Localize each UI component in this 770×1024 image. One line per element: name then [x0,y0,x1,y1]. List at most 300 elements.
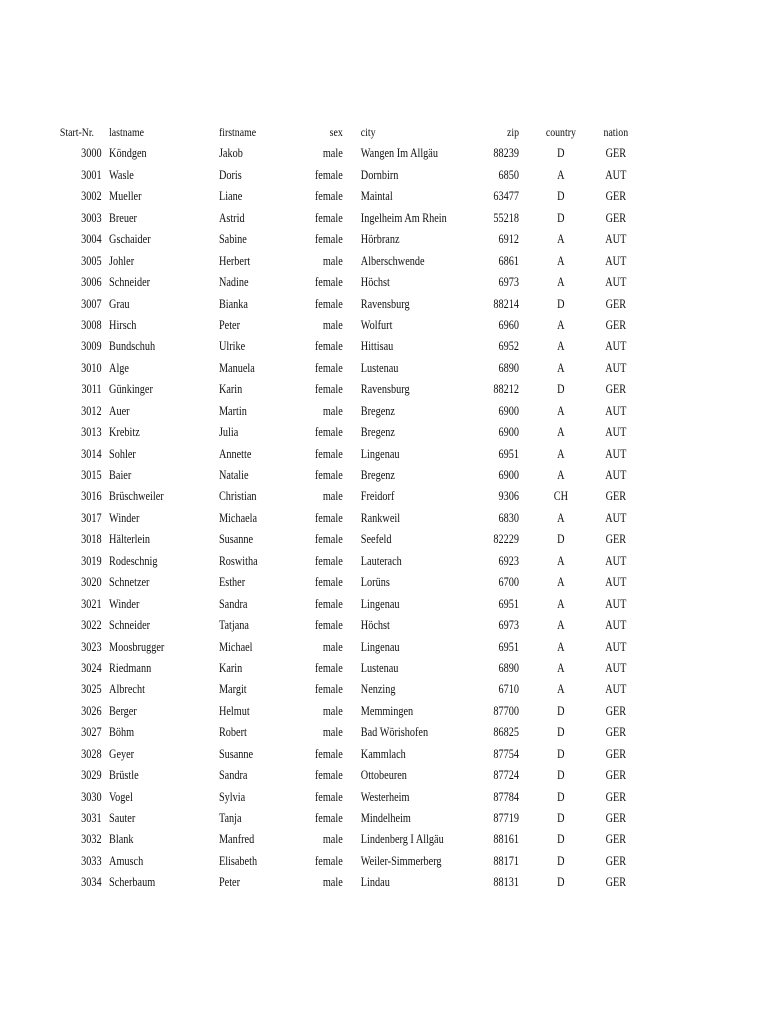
cell-start-nr: 3004 [81,232,102,247]
cell-nation: GER [605,703,627,718]
cell-lastname: Winder [109,510,140,525]
cell-zip: 6973 [498,618,520,633]
cell-nation: GER [605,853,627,868]
cell-city: Freidorf [360,489,395,504]
cell-lastname: Schneider [109,618,151,633]
cell-sex: male [322,703,343,718]
table-row [0,808,770,829]
cell-zip: 87719 [493,811,520,825]
cell-zip: 6951 [498,639,520,654]
table-row [0,829,770,850]
cell-city: Höchst [360,618,390,633]
cell-city: Bad Wörishofen [360,725,429,740]
cell-country: A [557,468,565,482]
table-row [0,851,770,872]
cell-country: A [557,339,565,354]
cell-nation: GER [605,532,627,547]
cell-firstname: Elisabeth [218,853,258,868]
cell-lastname: Blank [109,832,134,847]
table-row [0,251,770,272]
cell-start-nr: 3031 [81,811,102,825]
cell-nation: AUT [605,596,627,611]
cell-firstname: Sandra [218,596,248,611]
table-row [0,465,770,486]
cell-country: A [557,553,565,568]
table-row [0,379,770,400]
cell-lastname: Riedmann [109,660,152,675]
cell-lastname: Breuer [109,210,137,225]
cell-nation: AUT [605,575,627,590]
table-row [0,422,770,443]
cell-nation: GER [605,382,627,397]
cell-zip: 82229 [493,532,520,547]
cell-sex: female [314,232,343,247]
header-firstname: firstname [218,125,257,139]
cell-sex: female [314,275,343,290]
cell-zip: 6850 [498,167,520,182]
cell-city: Lorüns [360,575,390,590]
cell-lastname: Amusch [109,853,144,868]
cell-firstname: Peter [218,875,241,890]
cell-start-nr: 3027 [81,725,102,740]
cell-city: Lustenau [360,360,399,375]
cell-country: A [557,682,565,697]
cell-nation: GER [605,210,627,225]
cell-city: Rankweil [360,510,401,525]
cell-nation: AUT [605,232,627,247]
cell-country: D [557,853,565,868]
cell-firstname: Peter [218,317,241,332]
cell-zip: 6952 [498,339,520,354]
cell-start-nr: 3010 [81,360,102,375]
cell-lastname: Moosbrugger [109,639,165,654]
header-country: country [545,125,576,139]
cell-country: D [557,703,565,718]
cell-lastname: Brüstle [109,768,139,783]
cell-firstname: Doris [218,167,242,182]
table-row [0,765,770,786]
cell-nation: GER [605,725,627,740]
table-row [0,787,770,808]
cell-firstname: Roswitha [218,553,258,568]
cell-lastname: Alge [109,360,129,375]
cell-city: Weiler-Simmerberg [360,853,442,868]
cell-lastname: Günkinger [109,382,153,397]
cell-start-nr: 3014 [81,446,102,461]
cell-sex: female [314,167,343,182]
cell-start-nr: 3032 [81,832,102,847]
cell-sex: female [314,296,343,311]
cell-firstname: Astrid [218,210,245,225]
cell-sex: male [322,253,343,268]
cell-lastname: Krebitz [109,425,140,440]
cell-sex: male [322,875,343,890]
table-row [0,722,770,743]
cell-zip: 87784 [493,789,520,804]
cell-zip: 6900 [498,403,520,418]
cell-country: A [557,596,565,611]
cell-start-nr: 3026 [81,703,102,718]
cell-country: D [557,189,565,204]
table-row [0,744,770,765]
cell-nation: GER [605,811,627,825]
cell-country: CH [553,489,569,504]
cell-sex: female [314,425,343,440]
table-row [0,486,770,507]
cell-start-nr: 3001 [81,167,102,182]
table-row [0,615,770,636]
cell-lastname: Geyer [109,746,135,761]
cell-city: Lauterach [360,553,402,568]
cell-firstname: Manuela [218,360,255,375]
cell-country: D [557,146,565,161]
cell-zip: 6912 [498,232,520,247]
cell-country: A [557,360,565,375]
cell-firstname: Sylvia [218,789,246,804]
cell-zip: 6830 [498,510,520,525]
cell-lastname: Sohler [109,446,136,461]
cell-zip: 9306 [498,489,520,504]
cell-firstname: Sabine [218,232,247,247]
cell-zip: 88171 [493,853,520,868]
cell-nation: AUT [605,339,627,354]
cell-city: Wolfurt [360,317,393,332]
cell-country: A [557,317,565,332]
cell-country: D [557,532,565,547]
cell-nation: AUT [605,682,627,697]
cell-start-nr: 3003 [81,210,102,225]
table-row [0,294,770,315]
cell-sex: female [314,189,343,204]
cell-firstname: Michaela [218,510,258,525]
cell-country: A [557,510,565,525]
cell-country: A [557,618,565,633]
cell-nation: GER [605,875,627,890]
cell-nation: AUT [605,660,627,675]
cell-country: A [557,446,565,461]
cell-start-nr: 3017 [81,510,102,525]
table-row [0,637,770,658]
cell-country: D [557,875,565,890]
cell-sex: female [314,575,343,590]
cell-country: A [557,660,565,675]
cell-zip: 88131 [493,875,520,890]
cell-country: D [557,789,565,804]
cell-city: Hörbranz [360,232,400,247]
cell-sex: female [314,446,343,461]
table-row [0,658,770,679]
cell-sex: male [322,146,343,161]
cell-zip: 63477 [493,189,520,204]
cell-city: Lustenau [360,660,399,675]
cell-country: A [557,232,565,247]
cell-nation: AUT [605,510,627,525]
cell-start-nr: 3022 [81,618,102,633]
cell-lastname: Rodeschnig [109,553,158,568]
cell-start-nr: 3020 [81,575,102,590]
cell-start-nr: 3030 [81,789,102,804]
cell-sex: male [322,489,343,504]
cell-firstname: Liane [218,189,243,204]
table-row [0,508,770,529]
cell-lastname: Auer [109,403,130,418]
cell-city: Hittisau [360,339,394,354]
cell-country: A [557,425,565,440]
cell-nation: AUT [605,425,627,440]
cell-start-nr: 3025 [81,682,102,697]
cell-lastname: Gschaider [109,232,151,247]
cell-city: Bregenz [360,403,395,418]
cell-country: D [557,768,565,783]
cell-zip: 6700 [498,575,520,590]
cell-sex: female [314,210,343,225]
cell-start-nr: 3011 [81,382,102,397]
cell-firstname: Margit [218,682,247,697]
cell-sex: female [314,768,343,783]
cell-nation: GER [605,768,627,783]
cell-start-nr: 3016 [81,489,102,504]
cell-nation: AUT [605,618,627,633]
cell-lastname: Köndgen [109,146,147,161]
cell-city: Mindelheim [360,811,411,825]
cell-city: Seefeld [360,532,392,547]
cell-lastname: Brüschweiler [109,489,164,504]
cell-sex: female [314,468,343,482]
cell-country: A [557,639,565,654]
cell-zip: 6861 [498,253,520,268]
cell-zip: 6973 [498,275,520,290]
cell-lastname: Hälterlein [109,532,151,547]
cell-sex: male [322,317,343,332]
cell-nation: AUT [605,403,627,418]
cell-lastname: Böhm [109,725,135,740]
table-row [0,143,770,164]
cell-start-nr: 3029 [81,768,102,783]
cell-nation: GER [605,296,627,311]
cell-city: Höchst [360,275,390,290]
cell-sex: female [314,746,343,761]
cell-country: A [557,253,565,268]
cell-start-nr: 3024 [81,660,102,675]
cell-lastname: Bundschuh [109,339,156,354]
cell-firstname: Karin [218,660,243,675]
cell-firstname: Jakob [218,146,243,161]
header-nation: nation [603,125,629,139]
cell-firstname: Bianka [218,296,248,311]
table-row [0,572,770,593]
cell-nation: GER [605,146,627,161]
cell-city: Nenzing [360,682,396,697]
cell-lastname: Berger [109,703,137,718]
cell-firstname: Nadine [218,275,249,290]
cell-city: Dornbirn [360,167,399,182]
cell-start-nr: 3033 [81,853,102,868]
cell-zip: 6960 [498,317,520,332]
cell-zip: 6890 [498,660,520,675]
table-row [0,679,770,700]
cell-firstname: Natalie [218,468,249,482]
cell-lastname: Schneider [109,275,151,290]
cell-city: Lingenau [360,446,400,461]
cell-start-nr: 3013 [81,425,102,440]
cell-start-nr: 3021 [81,596,102,611]
cell-country: D [557,746,565,761]
cell-nation: GER [605,189,627,204]
cell-lastname: Hirsch [109,317,137,332]
cell-city: Memmingen [360,703,414,718]
cell-start-nr: 3015 [81,468,102,482]
cell-lastname: Sauter [109,811,136,825]
table-row [0,444,770,465]
cell-firstname: Martin [218,403,247,418]
cell-nation: GER [605,317,627,332]
cell-country: A [557,275,565,290]
cell-start-nr: 3007 [81,296,102,311]
cell-lastname: Scherbaum [109,875,156,890]
cell-zip: 87724 [493,768,520,783]
cell-city: Westerheim [360,789,410,804]
cell-country: D [557,725,565,740]
cell-zip: 55218 [493,210,520,225]
header-city: city [360,125,376,139]
cell-zip: 6890 [498,360,520,375]
cell-city: Lingenau [360,639,400,654]
cell-sex: female [314,789,343,804]
cell-sex: female [314,360,343,375]
cell-sex: female [314,339,343,354]
cell-sex: female [314,682,343,697]
cell-nation: AUT [605,639,627,654]
cell-country: D [557,210,565,225]
cell-nation: AUT [605,167,627,182]
cell-nation: GER [605,832,627,847]
cell-country: A [557,403,565,418]
header-lastname: lastname [109,125,145,139]
cell-firstname: Tatjana [218,618,249,633]
cell-zip: 88212 [493,382,520,397]
cell-sex: female [314,553,343,568]
cell-zip: 6951 [498,446,520,461]
cell-nation: AUT [605,275,627,290]
cell-nation: AUT [605,553,627,568]
cell-zip: 88161 [493,832,520,847]
cell-zip: 6900 [498,425,520,440]
table-row [0,701,770,722]
cell-sex: female [314,660,343,675]
cell-city: Ingelheim Am Rhein [360,210,447,225]
cell-city: Maintal [360,189,393,204]
cell-city: Lingenau [360,596,400,611]
cell-start-nr: 3008 [81,317,102,332]
cell-start-nr: 3000 [81,146,102,161]
cell-start-nr: 3009 [81,339,102,354]
cell-firstname: Helmut [218,703,250,718]
table-header-row [0,122,770,143]
cell-sex: female [314,853,343,868]
cell-start-nr: 3006 [81,275,102,290]
table-row [0,315,770,336]
cell-firstname: Karin [218,382,243,397]
header-start-nr: Start-Nr. [59,125,95,139]
table-row [0,229,770,250]
cell-country: A [557,167,565,182]
cell-lastname: Schnetzer [109,575,150,590]
cell-sex: male [322,403,343,418]
cell-start-nr: 3023 [81,639,102,654]
cell-firstname: Annette [218,446,252,461]
cell-lastname: Grau [109,296,130,311]
cell-sex: male [322,639,343,654]
cell-sex: female [314,382,343,397]
cell-firstname: Herbert [218,253,251,268]
cell-country: A [557,575,565,590]
table-row [0,208,770,229]
cell-zip: 88214 [493,296,520,311]
cell-city: Ravensburg [360,296,410,311]
cell-city: Wangen Im Allgäu [360,146,438,161]
cell-nation: AUT [605,468,627,482]
table-row [0,594,770,615]
cell-nation: AUT [605,360,627,375]
cell-sex: female [314,811,343,825]
cell-start-nr: 3034 [81,875,102,890]
cell-city: Ottobeuren [360,768,407,783]
table-row [0,872,770,893]
cell-lastname: Mueller [109,189,142,204]
cell-city: Bregenz [360,425,395,440]
cell-zip: 86825 [493,725,520,740]
header-zip: zip [507,125,520,139]
cell-country: D [557,382,565,397]
cell-firstname: Sandra [218,768,248,783]
cell-firstname: Julia [218,425,239,440]
participant-table [0,122,770,894]
cell-nation: GER [605,789,627,804]
cell-lastname: Vogel [109,789,133,804]
cell-nation: AUT [605,446,627,461]
cell-start-nr: 3028 [81,746,102,761]
table-row [0,186,770,207]
cell-lastname: Wasle [109,167,134,182]
cell-city: Lindau [360,875,390,890]
cell-sex: female [314,532,343,547]
table-row [0,272,770,293]
cell-city: Lindenberg I Allgäu [360,832,444,847]
cell-city: Kammlach [360,746,406,761]
cell-nation: GER [605,746,627,761]
cell-zip: 87700 [493,703,520,718]
cell-start-nr: 3018 [81,532,102,547]
cell-country: D [557,811,565,825]
cell-lastname: Johler [109,253,135,268]
cell-zip: 6951 [498,596,520,611]
cell-start-nr: 3005 [81,253,102,268]
cell-firstname: Michael [218,639,253,654]
cell-zip: 6923 [498,553,520,568]
cell-sex: male [322,832,343,847]
cell-nation: GER [605,489,627,504]
cell-firstname: Susanne [218,532,254,547]
cell-city: Alberschwende [360,253,425,268]
table-row [0,401,770,422]
cell-firstname: Christian [218,489,257,504]
cell-start-nr: 3012 [81,403,102,418]
cell-zip: 6900 [498,468,520,482]
cell-firstname: Susanne [218,746,254,761]
cell-firstname: Ulrike [218,339,246,354]
cell-firstname: Manfred [218,832,255,847]
cell-firstname: Robert [218,725,247,740]
